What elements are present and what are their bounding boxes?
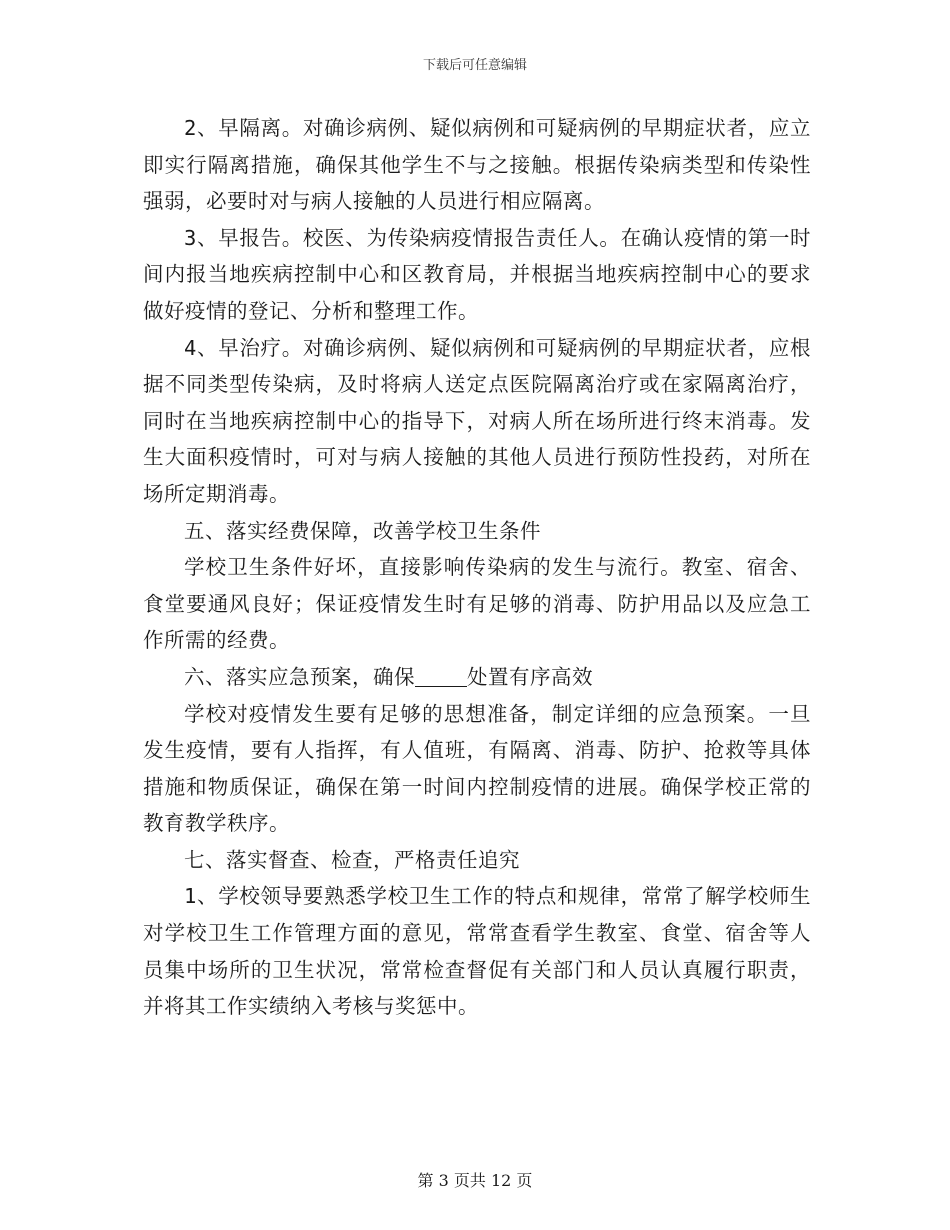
paragraph-emergency-plan: 学校对疫情发生要有足够的思想准备，制定详细的应急预案。一旦发生疫情，要有人指挥，有人值班，有隔离、消毒、防护、抢救等具体措施和物质保证，确保在第一时间内控制疫情的进展。确保学校正常的教育教学秩序。 (143, 701, 811, 836)
paragraph-early-isolation: 2、早隔离。对确诊病例、疑似病例和可疑病例的早期症状者，应立即实行隔离措施，确保其他学生不与之接触。根据传染病类型和传染性强弱，必要时对与病人接触的人员进行相应隔离。 (143, 116, 811, 214)
fill-in-blank (415, 665, 467, 687)
document-body (143, 110, 811, 1025)
heading-text-before-blank: 六、落实应急预案，确保 (184, 664, 415, 689)
page-footer: 第 3 页共 12 页 (417, 1171, 533, 1190)
section-heading-funding: 五、落实经费保障，改善学校卫生条件 (184, 518, 541, 543)
section-heading-emergency-plan (143, 659, 811, 696)
heading-text-after-blank: 处置有序高效 (467, 664, 593, 689)
paragraph-supervision: 1、学校领导要熟悉学校卫生工作的特点和规律，常常了解学校师生对学校卫生工作管理方面的意见，常常查看学生教室、食堂、宿舍等人员集中场所的卫生状况，常常检查督促有关部门和人员认真履行职责，并将其工作实绩纳入考核与奖惩中。 (143, 884, 811, 1019)
paragraph-early-treatment: 4、早治疗。对确诊病例、疑似病例和可疑病例的早期症状者，应根据不同类型传染病，及时将病人送定点医院隔离治疗或在家隔离治疗，同时在当地疾病控制中心的指导下，对病人所在场所进行终末消毒。发生大面积疫情时，可对与病人接触的其他人员进行预防性投药，对所在场所定期消毒。 (143, 335, 811, 506)
page-header: 下载后可任意编辑 (422, 58, 527, 73)
paragraph-funding: 学校卫生条件好坏，直接影响传染病的发生与流行。教室、宿舍、食堂要通风良好；保证疫情发生时有足够的消毒、防护用品以及应急工作所需的经费。 (143, 555, 811, 653)
paragraph-early-report: 3、早报告。校医、为传染病疫情报告责任人。在确认疫情的第一时间内报当地疾病控制中心和区教育局，并根据当地疾病控制中心的要求做好疫情的登记、分析和整理工作。 (143, 225, 811, 323)
section-heading-supervision: 七、落实督查、检查，严格责任追究 (184, 847, 520, 872)
